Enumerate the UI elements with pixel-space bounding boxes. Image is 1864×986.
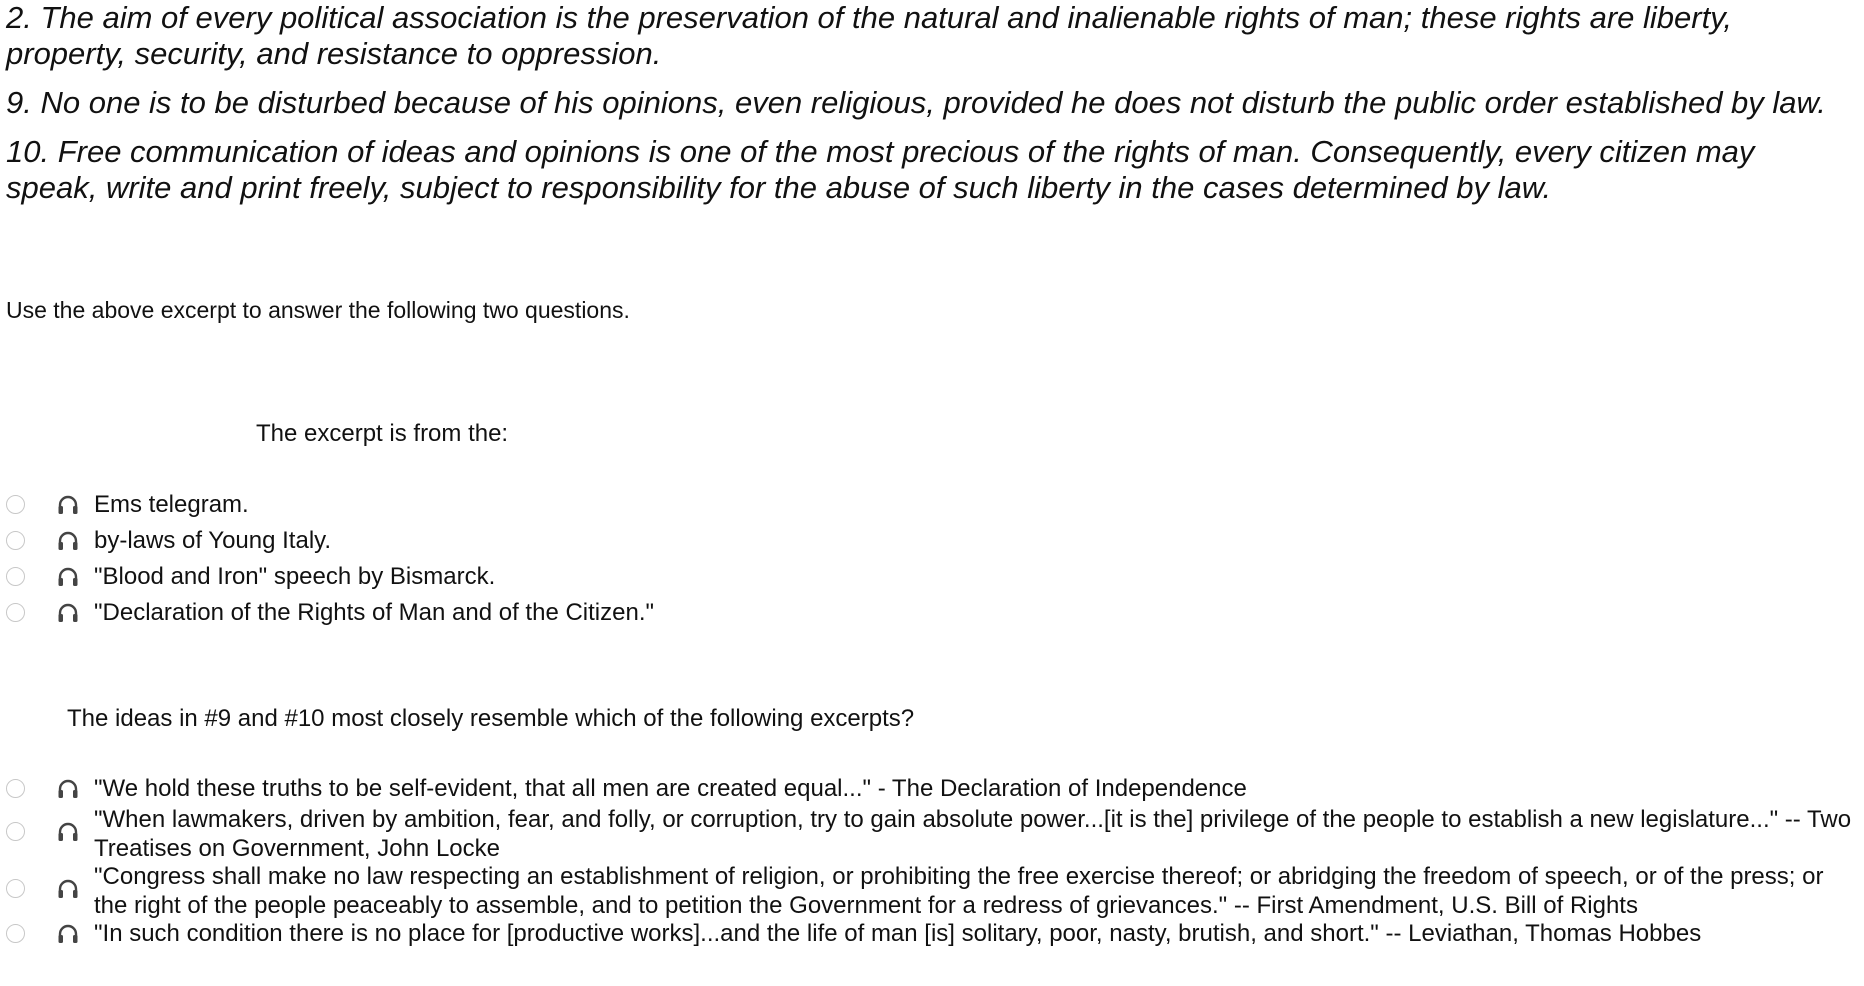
option-label: by-laws of Young Italy. bbox=[94, 527, 332, 554]
option-label: "We hold these truths to be self-evident, that all men are created equal..." - The Declaration of Independence bbox=[94, 775, 1247, 802]
option-label: Ems telegram. bbox=[94, 491, 249, 518]
question-1-option[interactable] bbox=[0, 598, 1864, 634]
question-2-options bbox=[0, 774, 1864, 950]
option-label: "Blood and Iron" speech by Bismarck. bbox=[94, 563, 496, 590]
radio-button-icon[interactable] bbox=[6, 822, 25, 841]
question-1-option[interactable] bbox=[0, 490, 1864, 526]
option-label: "Declaration of the Rights of Man and of the Citizen." bbox=[94, 599, 655, 626]
question-1-option[interactable] bbox=[0, 562, 1864, 598]
radio-button-icon[interactable] bbox=[6, 879, 25, 898]
question-1-prompt: The excerpt is from the: bbox=[256, 420, 509, 447]
question-1-options bbox=[0, 490, 1864, 634]
radio-button-icon[interactable] bbox=[6, 495, 25, 514]
radio-button-icon[interactable] bbox=[6, 779, 25, 798]
radio-button-icon[interactable] bbox=[6, 603, 25, 622]
excerpt-passage bbox=[6, 0, 1852, 219]
headphones-icon[interactable] bbox=[56, 493, 80, 517]
radio-button-icon[interactable] bbox=[6, 924, 25, 943]
headphones-icon[interactable] bbox=[56, 529, 80, 553]
headphones-icon[interactable] bbox=[56, 820, 80, 844]
headphones-icon[interactable] bbox=[56, 565, 80, 589]
article-9: 9. No one is to be disturbed because of his opinions, even religious, provided he does not disturb the public order established by law. bbox=[6, 85, 1826, 120]
question-2-option[interactable] bbox=[0, 862, 1864, 919]
article-2: 2. The aim of every political association is the preservation of the natural and inalienable rights of man; these rights are liberty, property, security, and resistance to oppression. bbox=[6, 0, 1733, 71]
question-1-option[interactable] bbox=[0, 526, 1864, 562]
question-2-option[interactable] bbox=[0, 805, 1864, 862]
radio-button-icon[interactable] bbox=[6, 531, 25, 550]
article-10: 10. Free communication of ideas and opinions is one of the most precious of the rights of man. Consequently, every citizen may speak, write and print freely, subject to responsibility for the abuse of such liberty in the cases determined by law. bbox=[6, 134, 1755, 205]
radio-button-icon[interactable] bbox=[6, 567, 25, 586]
instruction-text: Use the above excerpt to answer the following two questions. bbox=[6, 297, 630, 323]
headphones-icon[interactable] bbox=[56, 877, 80, 901]
headphones-icon[interactable] bbox=[56, 777, 80, 801]
question-2-prompt: The ideas in #9 and #10 most closely resemble which of the following excerpts? bbox=[67, 705, 915, 732]
option-label: "In such condition there is no place for [productive works]...and the life of man [is] solitary, poor, nasty, brutish, and short." -- Leviathan, Thomas Hobbes bbox=[94, 920, 1702, 947]
headphones-icon[interactable] bbox=[56, 922, 80, 946]
option-label: "When lawmakers, driven by ambition, fear, and folly, or corruption, try to gain absolute power...[it is the] privilege of the people to establish a new legislature..." -- Two Treatises on Government, John Locke bbox=[94, 806, 1852, 862]
question-2-option[interactable] bbox=[0, 774, 1864, 805]
option-label: "Congress shall make no law respecting an establishment of religion, or prohibiting the free exercise thereof; or abridging the freedom of speech, or of the press; or the right of the people peaceably to assemble, and to petition the Government for a redress of grievances." -- First Amendment, U.S. Bill of Rights bbox=[94, 863, 1824, 919]
question-2-option[interactable] bbox=[0, 919, 1864, 950]
headphones-icon[interactable] bbox=[56, 601, 80, 625]
